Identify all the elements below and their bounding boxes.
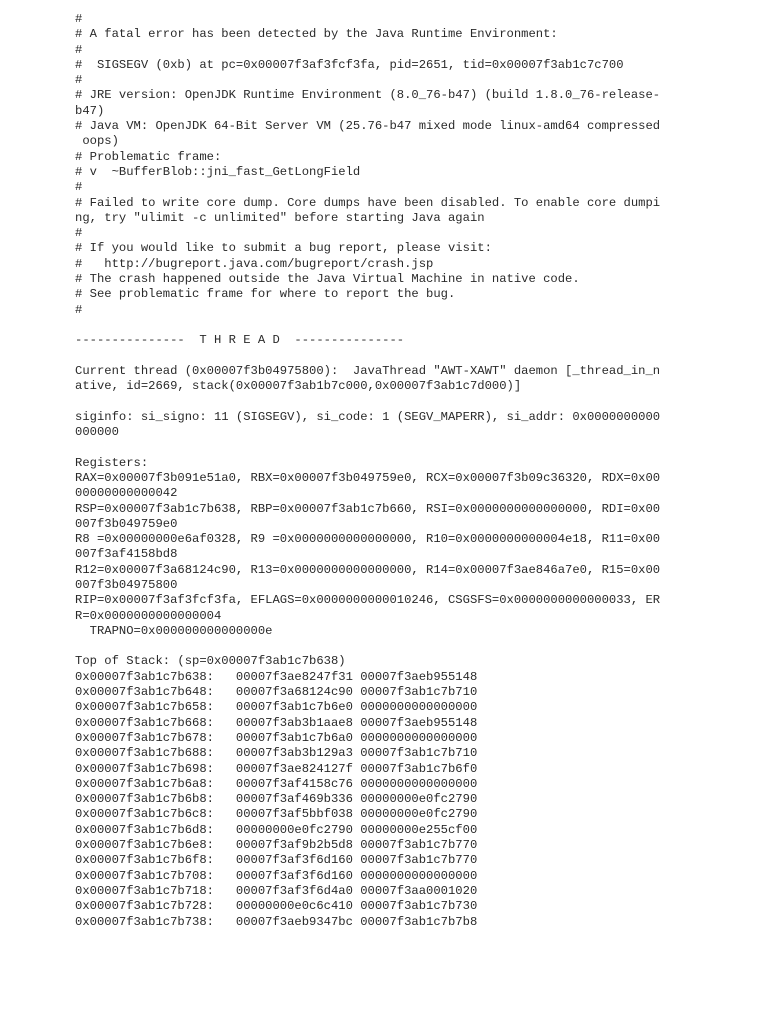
crash-log-text (75, 12, 755, 930)
log-line: Top of Stack: (sp=0x00007f3ab1c7b638) (75, 654, 346, 669)
log-line: # (75, 12, 83, 26)
log-line: 0x00007f3ab1c7b6a8: 00007f3af4158c76 0000000000000000 (75, 776, 478, 791)
log-line: # (75, 180, 83, 195)
log-line: 0x00007f3ab1c7b678: 00007f3ab1c7b6a0 0000000000000000 (75, 730, 478, 745)
log-line (75, 349, 755, 364)
log-line: ng, try "ulimit -c unlimited" before starting Java again (75, 210, 485, 225)
log-line: Registers: (75, 455, 149, 470)
log-line (75, 394, 755, 409)
log-line: 0x00007f3ab1c7b6c8: 00007f3af5bbf038 00000000e0fc2790 (75, 807, 478, 822)
log-line (75, 318, 755, 333)
log-line: # v ~BufferBlob::jni_fast_GetLongField (75, 164, 361, 179)
log-line: 0x00007f3ab1c7b718: 00007f3af3f6d4a0 00007f3aa0001020 (75, 883, 478, 898)
log-line: R=0x0000000000000004 (75, 608, 222, 623)
log-line: # (75, 226, 83, 241)
log-line: # A fatal error has been detected by the Java Runtime Environment: (75, 27, 558, 42)
log-line: 0x00007f3ab1c7b688: 00007f3ab3b129a3 00007f3ab1c7b710 (75, 746, 478, 761)
log-line: 007f3b04975800 (75, 577, 178, 592)
log-line: 0x00007f3ab1c7b698: 00007f3ae824127f 00007f3ab1c7b6f0 (75, 761, 478, 776)
log-line: --------------- T H R E A D --------------- (75, 333, 405, 348)
log-line: # Java VM: OpenJDK 64-Bit Server VM (25.76-b47 mixed mode linux-amd64 compressed (75, 119, 661, 134)
log-line: # (75, 42, 83, 57)
log-line: ative, id=2669, stack(0x00007f3ab1b7c000,0x00007f3ab1c7d000)] (75, 379, 522, 394)
log-line: # http://bugreport.java.com/bugreport/crash.jsp (75, 256, 434, 271)
log-line: # Failed to write core dump. Core dumps have been disabled. To enable core dumpi (75, 195, 661, 210)
log-line: 0x00007f3ab1c7b6e8: 00007f3af9b2b5d8 00007f3ab1c7b770 (75, 838, 478, 853)
log-line: 00000000000042 (75, 486, 178, 501)
log-line: # See problematic frame for where to report the bug. (75, 287, 456, 302)
log-line: # (75, 73, 83, 88)
log-line: RAX=0x00007f3b091e51a0, RBX=0x00007f3b049759e0, RCX=0x00007f3b09c36320, RDX=0x00 (75, 470, 661, 485)
log-line: 0x00007f3ab1c7b648: 00007f3a68124c90 00007f3ab1c7b710 (75, 685, 478, 700)
log-line: RSP=0x00007f3ab1c7b638, RBP=0x00007f3ab1c7b660, RSI=0x0000000000000000, RDI=0x00 (75, 501, 661, 516)
log-line: Current thread (0x00007f3b04975800): JavaThread "AWT-XAWT" daemon [_thread_in_n (75, 363, 661, 378)
log-line: TRAPNO=0x000000000000000e (75, 623, 273, 638)
log-line: 0x00007f3ab1c7b6b8: 00007f3af469b336 00000000e0fc2790 (75, 792, 478, 807)
log-line: # The crash happened outside the Java Virtual Machine in native code. (75, 272, 580, 287)
log-line (75, 440, 755, 455)
log-line: R12=0x00007f3a68124c90, R13=0x0000000000000000, R14=0x00007f3ae846a7e0, R15=0x00 (75, 562, 661, 577)
log-line: # JRE version: OpenJDK Runtime Environment (8.0_76-b47) (build 1.8.0_76-release- (75, 88, 661, 103)
log-line: b47) (75, 103, 105, 118)
log-line: 0x00007f3ab1c7b638: 00007f3ae8247f31 00007f3aeb955148 (75, 669, 478, 684)
log-line: 0x00007f3ab1c7b728: 00000000e0c6c410 00007f3ab1c7b730 (75, 899, 478, 914)
log-line: 0x00007f3ab1c7b668: 00007f3ab3b1aae8 00007f3aeb955148 (75, 715, 478, 730)
log-line (75, 639, 755, 654)
log-line: 0x00007f3ab1c7b738: 00007f3aeb9347bc 00007f3ab1c7b7b8 (75, 914, 478, 929)
log-line: oops) (75, 134, 119, 149)
log-line: siginfo: si_signo: 11 (SIGSEGV), si_code: 1 (SEGV_MAPERR), si_addr: 0x0000000000 (75, 409, 661, 424)
log-line: # If you would like to submit a bug report, please visit: (75, 241, 492, 256)
log-line: # (75, 302, 83, 317)
log-line: 007f3af4158bd8 (75, 547, 178, 562)
log-line: RIP=0x00007f3af3fcf3fa, EFLAGS=0x0000000000010246, CSGSFS=0x0000000000000033, ER (75, 593, 661, 608)
log-line: 0x00007f3ab1c7b658: 00007f3ab1c7b6e0 0000000000000000 (75, 700, 478, 715)
log-line: # Problematic frame: (75, 149, 222, 164)
log-line: # SIGSEGV (0xb) at pc=0x00007f3af3fcf3fa, pid=2651, tid=0x00007f3ab1c7c700 (75, 57, 624, 72)
log-line: 0x00007f3ab1c7b6f8: 00007f3af3f6d160 00007f3ab1c7b770 (75, 853, 478, 868)
log-line: 0x00007f3ab1c7b6d8: 00000000e0fc2790 00000000e255cf00 (75, 822, 478, 837)
log-line: 000000 (75, 425, 119, 440)
log-line: R8 =0x00000000e6af0328, R9 =0x0000000000000000, R10=0x0000000000004e18, R11=0x00 (75, 532, 661, 547)
log-line: 007f3b049759e0 (75, 516, 178, 531)
log-line: 0x00007f3ab1c7b708: 00007f3af3f6d160 0000000000000000 (75, 868, 478, 883)
